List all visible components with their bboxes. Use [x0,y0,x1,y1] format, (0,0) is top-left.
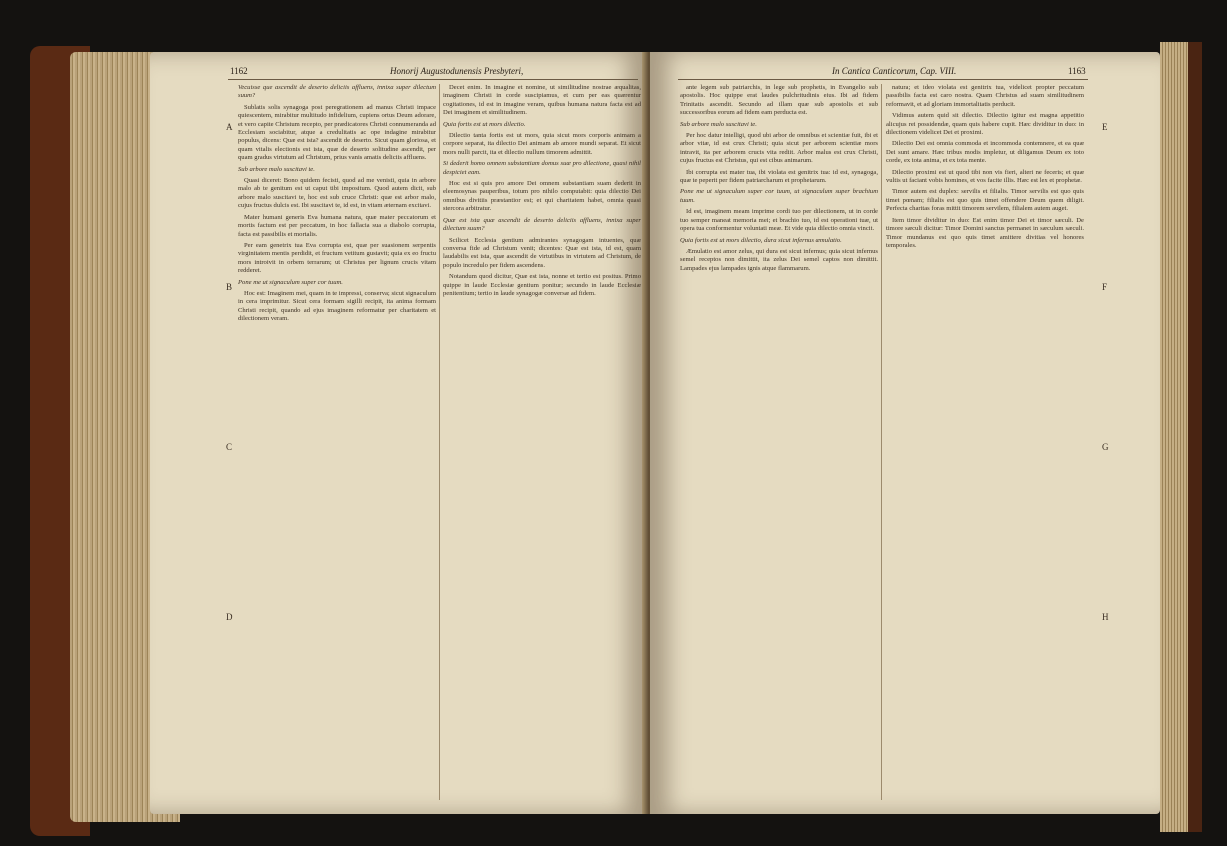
paragraph: Dilectio proximi est ut quod tibi non vis fieri, alteri ne feceris; et quæ vultis ut faciant vobis homines, et vos facite illis. Hæc est lex et prophetæ. [886,168,1084,185]
paragraph: Per hoc datur intelligi, quod ubi arbor de omnibus et scientiæ fuit, ibi et arbor vitæ, id est crux Christi; quia sicut per arborem scientiæ mors intravit, ita per arborem crucis vita rediit. Arbor malus est crux Christi, cujus fructus est Christus, qui est cibus animarum. [680,132,878,165]
paragraph: Per eam genetrix tua Eva corrupta est, quæ per suasionem serpentis virginitatem mentis perdidit, et fructum vetitum gustavit; quia ex eo fructu mors introivit in orbem terrarum; ut Christus per lignum crucis vitam redderet. [238,241,436,275]
paragraph: Id est, imaginem meam imprime cordi tuo per dilectionem, ut in corde tuo semper maneat memoria mei; et brachio tuo, id est operationi tuæ, ut opera tua conformentur voluntati meæ. Et vide quia dilectio omnia vincit. [680,208,878,233]
margin-letter-g: G [1102,442,1109,452]
section-heading: Sub arbore malo suscitavi te. [238,165,315,173]
margin-letter-c: C [226,442,233,452]
paragraph: Item timor dividitur in duo: Est enim timor Dei et timor sæculi. De timore sæculi dicitur: Timor Domini sanctus permanet in sæculum sæculi. Timor mundanus est quo quis timet amittere divitias vel honores temporales. [886,216,1084,249]
section-heading: Quia fortis est ut mors dilectio, dura sicut infernus æmulatio. [680,236,842,244]
margin-letter-e: E [1102,122,1108,132]
section-heading: Si dederit homo omnem substantiam domus suæ pro dilectione, quasi nihil despiciet eam. [443,160,641,176]
left-column-2 [443,84,641,804]
left-page-number: 1162 [230,66,248,76]
paragraph: Sublatis solis synagoga post peregrationem ad manus Christi impace quiescentem, mirabitur multitudo infidelium, cupiens ortus Deum adorare, et vero capite Christum recepto, per prædicatores Christi connumeranda ad Ecclesiam sociabitur, atque a credulitatis ac ope indagine mirabitur populus, dicens: Quæ est ista? ascendit de deserto. Sicut quam gloriosa, et quam vitalis electionis est ista, quæ de deserto solitudine ascendit, per quam gradus virtutum ad Christum, prius vanis amatis deliciis affluens. [238,103,436,162]
paragraph: Hoc est: Imaginem mei, quam in te impressi, conserva; sicut signaculum in cera imprimitur. Sicut cera formam sigilli recipit, ita anima formam Christi recipit, quando ad ejus imaginem reformatur per charitatem et dilectionem veram. [238,289,436,323]
paragraph: natura; et ideo violata est genitrix tua, videlicet propter peccatum passibilis facta est caro nostra. Quam Christus ad suam similitudinem reformavit, et ad gloriam immortalitatis perducit. [886,84,1084,108]
paragraph: Vidimus autem quid sit dilectio. Dilectio igitur est magna appetitio alicujus rei possidendæ, quam quis habere cupit. Hæc dividitur in duo: in dilectionem videlicet Dei et proximi. [886,112,1084,137]
paragraph: Ibi corrupta est mater tua, ibi violata est genitrix tua: id est, synagoga, quæ te peperit per fidem patriarcharum et prophetarum. [680,168,878,185]
paragraph: Scilicet Ecclesia gentium admirantes synagogam intuentes, quæ conversa fide ad Christum venit; dicentes: Quæ est ista, id est, quam laudabilis est ista, quæ ascendit de virtutibus in virtutem ad Christum, de populo incredulo per fidem ascendens. [443,236,641,269]
column-rule [439,84,440,800]
section-heading: Vecuisse que ascendit de deserto deliciis affluens, innixa super dilectum suum? [238,84,436,100]
section-heading: Quia fortis est ut mors dilectio. [443,120,526,128]
left-column-1 [238,84,436,804]
section-heading: Pone me ut signaculum super cor tuum. [238,278,343,286]
section-heading: Quæ est ista quæ ascendit de deserto deliciis affluens, innixa super dilectum suum? [443,216,641,233]
right-running-head: In Cantica Canticorum, Cap. VIII. [832,66,957,76]
paragraph: ante legem sub patriarchis, in lege sub prophetis, in Evangelio sub apostolis. Hoc quippe erat laudes pulchritudinis eius. Ibi ad fidem Trinitatis ascendit. Secundo ad illam quæ sub apostolis et sub successoribus eorum ad fidem eam perducta est. [680,84,878,117]
left-running-head: Honorij Augustodunensis Presbyteri, [390,66,524,76]
paragraph: Dilectio Dei est omnia commoda et incommoda contemnere, et ea quæ Dei sunt amare. Hæc tribus modis impletur, ut diligamus Deum ex toto corde, ex tota anima, et ex tota mente. [886,140,1084,165]
page-edges-right [1160,42,1188,832]
margin-letter-b: B [226,282,233,292]
paragraph: Decet enim. In imagine et nomine, ut similitudine nostrae æqualitas, imaginem Christi in corde suscipiamus, et cum per eas quærentur cogitationes, id est in imagine veram, quibus humana natura facta est ad Dei imaginem et similitudinem. [443,84,641,117]
right-column-2 [886,84,1084,804]
right-page-number: 1163 [1068,66,1086,76]
paragraph: Mater humani generis Eva humana natura, quæ mater peccatorum et mortis factum est per peccatum, in hoc fallacia sua a diabolo corrupta, facta est passibilis et mortalis. [238,213,436,238]
margin-letter-a: A [226,122,233,132]
paragraph: Quasi diceret: Bono quidem fecisti, quod ad me venisti, quia in arbore malo ab te genitum est ut caput tibi impositum. Quod autem dicit, sub arbore malo suscitavi te, hoc est sub cruce Christi: quæ est arbor malo, cujus fructus dulcis est. Ibi suscitavi te, id est, in vitam æternam excitavi. [238,177,436,210]
column-rule [881,84,882,800]
margin-letter-h: H [1102,612,1109,622]
left-page [150,52,646,814]
margin-letter-d: D [226,612,233,622]
section-heading: Sub arbore malo suscitavi te. [680,120,757,128]
paragraph: Æmulatio est amor zelus, qui dura est sicut infernus; quia sicut infernus semel receptos non dimittit, ita zelus Dei semel captos non dimittit. Lampades ejus lampades ignis atque flammarum. [680,247,878,272]
header-rule [228,79,638,80]
header-rule [678,79,1088,80]
paragraph: Timor autem est duplex: servilis et filialis. Timor servilis est quo quis timet pœnam; filialis est quo quis timet offendere Deum quem diligit. Perfecta charitas foras mittit timorem servilem, filialem autem auget. [886,188,1084,213]
open-book [30,12,1202,840]
right-column-1 [680,84,878,804]
section-heading: Pone me ut signaculum super cor tuum, ut signaculum super brachium tuum. [680,188,878,204]
right-page [650,52,1160,814]
paragraph: Hoc est si quis pro amore Dei omnem substantiam suam dederit in eleemosynas pauperibus, totum pro nihilo computabit: quia dilectio Dei omnibus divitiis præstantior est; et qui charitatem habet, omnia quasi stercora arbitratur. [443,180,641,213]
margin-letter-f: F [1102,282,1108,292]
paragraph: Dilectio tanta fortis est ut mors, quia sicut mors corporis animam a corpore separat, ita dilectio Dei animam ab amore mundi separat. Et sicut mors nulli parcit, ita et dilectio nullum timorem admittit. [443,132,641,156]
paragraph: Notandum quod dicitur, Quæ est ista, nonne et tertio est positus. Primo quippe in laude Ecclesiæ gentium ponitur; secundo in laude Ecclesiæ penitentium; tertio in laude synagogæ conversæ ad fidem. [443,273,641,297]
